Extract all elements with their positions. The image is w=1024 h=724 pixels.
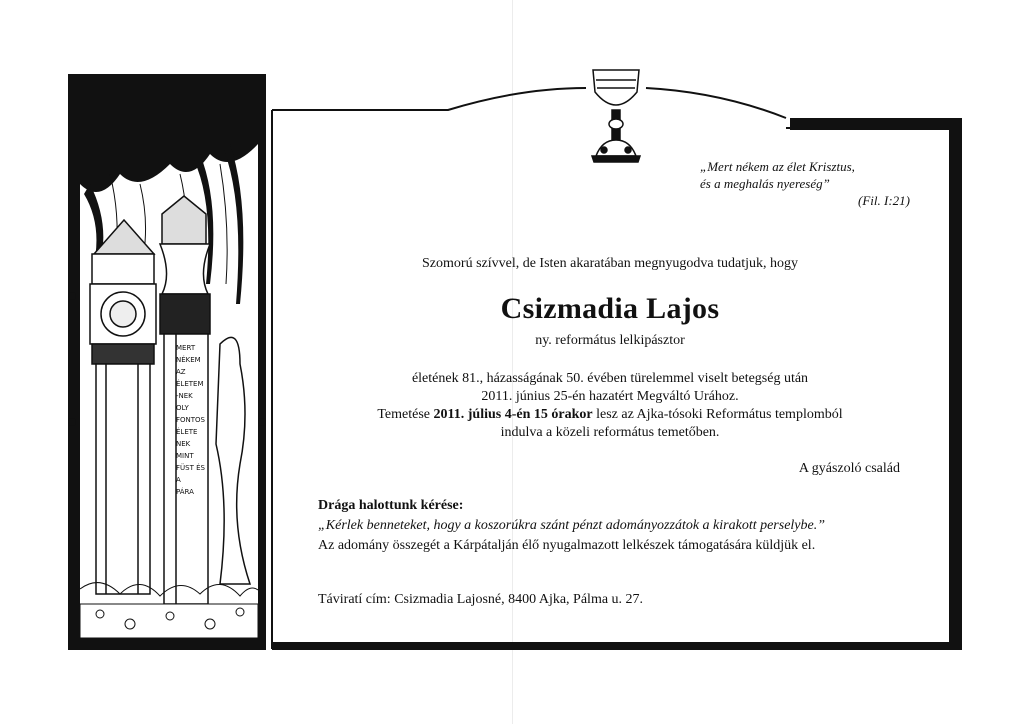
inscription-word: MERT: [176, 344, 196, 352]
body-line-3: Temetése 2011. július 4-én 15 órakor lesz az Ajka-tósoki Református templomból: [377, 407, 843, 422]
inscription-word: MINT: [176, 452, 194, 460]
inscription-word: A: [176, 476, 181, 484]
signature: A gyászoló család: [798, 461, 900, 476]
telegram-address: Táviratí cím: Csizmadia Lajosné, 8400 Ajka, Pálma u. 27.: [318, 592, 644, 607]
deceased-name: Csizmadia Lajos: [500, 292, 720, 325]
bible-verse-line-2: és a meghalás nyereség”: [700, 176, 830, 191]
announcement-body: [272, 370, 948, 442]
body-line-2: 2011. június 25-én hazatért Megváltó Urához.: [481, 389, 739, 404]
frame-top-bar: [790, 118, 962, 130]
body-line-4: indulva a közeli református temetőben.: [500, 425, 720, 440]
inscription-word: NEK: [176, 440, 191, 448]
request-heading: Drága halottunk kérése:: [318, 498, 464, 513]
inscription-word: AZ: [176, 368, 186, 376]
frame-top-curve-right: [646, 88, 786, 118]
inscription-word: PÁRA: [176, 488, 194, 496]
request-quote: „Kérlek benneteket, hogy a koszorúkra szánt pénzt adományozzátok a kirakott perselybe.”: [318, 518, 826, 533]
request-note: Az adomány összegét a Kárpátalján élő nyugalmazott lelkészek támogatására küldjük el.: [318, 538, 816, 553]
frame-top-curve-left: [272, 88, 586, 110]
kopjafa-drawing: [80, 84, 258, 638]
bible-verse-line-1: „Mert nékem az élet Krisztus,: [700, 159, 855, 174]
inscription-word: OLY: [176, 404, 189, 412]
frame-bottom-bar: [272, 642, 962, 650]
inscription-word: -NEK: [176, 392, 193, 400]
frame-right-bar: [950, 118, 962, 650]
post-inscription: [176, 342, 208, 498]
chalice-icon: [592, 70, 640, 162]
inscription-word: ÉLETE: [176, 428, 198, 436]
inscription-word: FÜST ÉS: [176, 464, 205, 472]
inscription-word: FONTOS: [176, 416, 206, 424]
bible-verse: [700, 158, 910, 209]
intro-text: Szomorú szívvel, de Isten akaratában megnyugodva tudatjuk, hogy: [422, 256, 798, 271]
bible-verse-reference: (Fil. I:21): [858, 193, 910, 208]
grave-posts-illustration: [80, 84, 258, 638]
inscription-word: ÉLETEM: [176, 380, 204, 388]
inscription-word: NÉKEM: [176, 356, 201, 364]
funeral-datetime: 2011. július 4-én 15 órakor: [433, 407, 593, 422]
body-line-1: életének 81., házasságának 50. évében türelemmel viselt betegség után: [411, 371, 809, 386]
deceased-title: ny. református lelkipásztor: [535, 333, 685, 348]
